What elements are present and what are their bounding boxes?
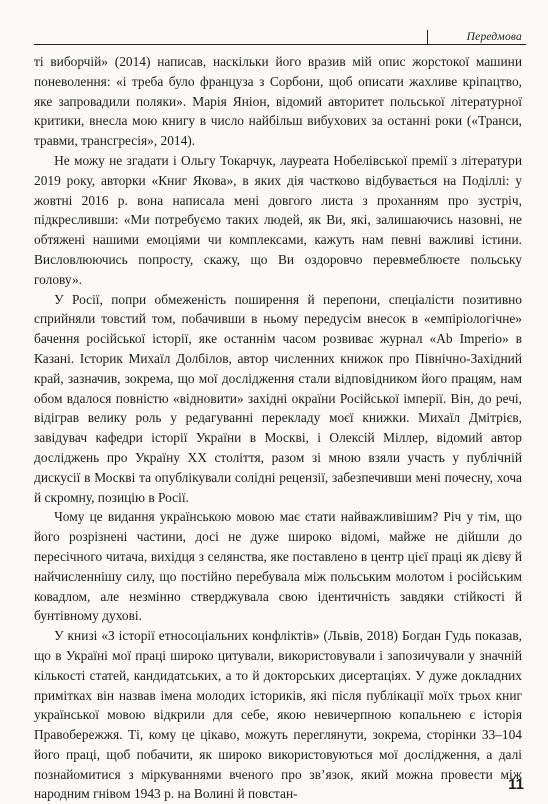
header-rule bbox=[34, 44, 526, 45]
paragraph-1: ті виборчій» (2014) написав, наскільки його вразив мій опис жорстокої машини поневолення: «і треба було француза з Сорбони, щоб описати жахливе кріпацтво, яке запровадили поляки». Марія Яніон, відомий авторитет польської літературної критики, внесла мою книгу в число найбільш вибухових за останні роки («Транси, травми, трансгресія», 2014). bbox=[34, 54, 522, 149]
paragraph-3: У Росії, попри обмеженість поширення й перепони, спеціалісти позитивно сприйняли товстий том, побачивши в ньому передусім внесок в «емпіріологічне» бачення російської історії, яке останнім часом розвиває журнал «Ab Imperio» в Казані. Історик Михаїл Долбілов, автор численних книжок про Північно-Західний край, зазначив, зокрема, що мої дослідження стали відповідником його працям, нам обом вдалося повністю «відновити» західні окраїни Російської імперії. Він, до речі, відіграв велику роль у редагуванні перекладу моєї книжки. Михаїл Дмітрієв, завідувач кафедри історії України в Москві, і Олексій Міллер, відомий автор досліджень про Україну XX століття, разом зі мною взяли участь у публічній дискусії в Москві та опублікували солідні рецензії, забезпечивши мені почесну, хоча й скромну, позицію в Росії. bbox=[34, 291, 522, 505]
body-text bbox=[34, 52, 522, 804]
paragraph-4: Чому це видання українською мовою має стати найважливішим? Річ у тім, що його розрізнені частини, досі не дуже широко відомі, майже не дійшли до пересічного читача, вихідця з селянства, яке поставлено в центр цієї праці як дієву й найчисленнішу силу, що постійно перебувала між польським молотом і російським ковадлом, але незмінно стверджувала свою ідентичність завдяки стійкості й бунтівному духові. bbox=[34, 509, 522, 624]
page-number: 11 bbox=[508, 776, 524, 793]
paragraph-2: Не можу не згадати і Ольгу Токарчук, лауреата Нобелівської премії з літератури 2019 року, авторки «Книг Якова», в яких дія частково відбувається на Поділлі: у жовтні 2016 р. вона написала мені довгого листа з проханням про зустріч, підкресливши: «Ми потребуємо таких людей, як Ви, які, залишаючись назовні, не обтяжені нашими емоціями чи комплексами, кажуть нам певні важливі істини. Висловлюючись попросту, скажу, що Ви оздоровчо перевмеблюєте польську голову». bbox=[34, 152, 522, 287]
running-title: Передмова bbox=[466, 31, 522, 43]
paragraph-5: У книзі «З історії етносоціальних конфліктів» (Львів, 2018) Богдан Гудь показав, що в Україні мої праці широко цитували, використовували і запозичували у значній кількості статей, кандидатських, а то й докторських дисертацiях. У дуже докладних примітках він назвав імена молодих істориків, які після публікації моїх трьох книг української мовою відкрили для себе, якою невичерпною копальнею є історія Правобережжя. Ті, кому це цікаво, можуть переглянути, зокрема, сторінки 33–104 його праці, щоб побачити, як широко використовуються мої дослідження, а далі познайомитися з міркуваннями вченого про зв’язок, який можна провести між народним гнівом 1943 р. на Волині й повстан- bbox=[34, 628, 522, 802]
page-header bbox=[0, 0, 548, 50]
